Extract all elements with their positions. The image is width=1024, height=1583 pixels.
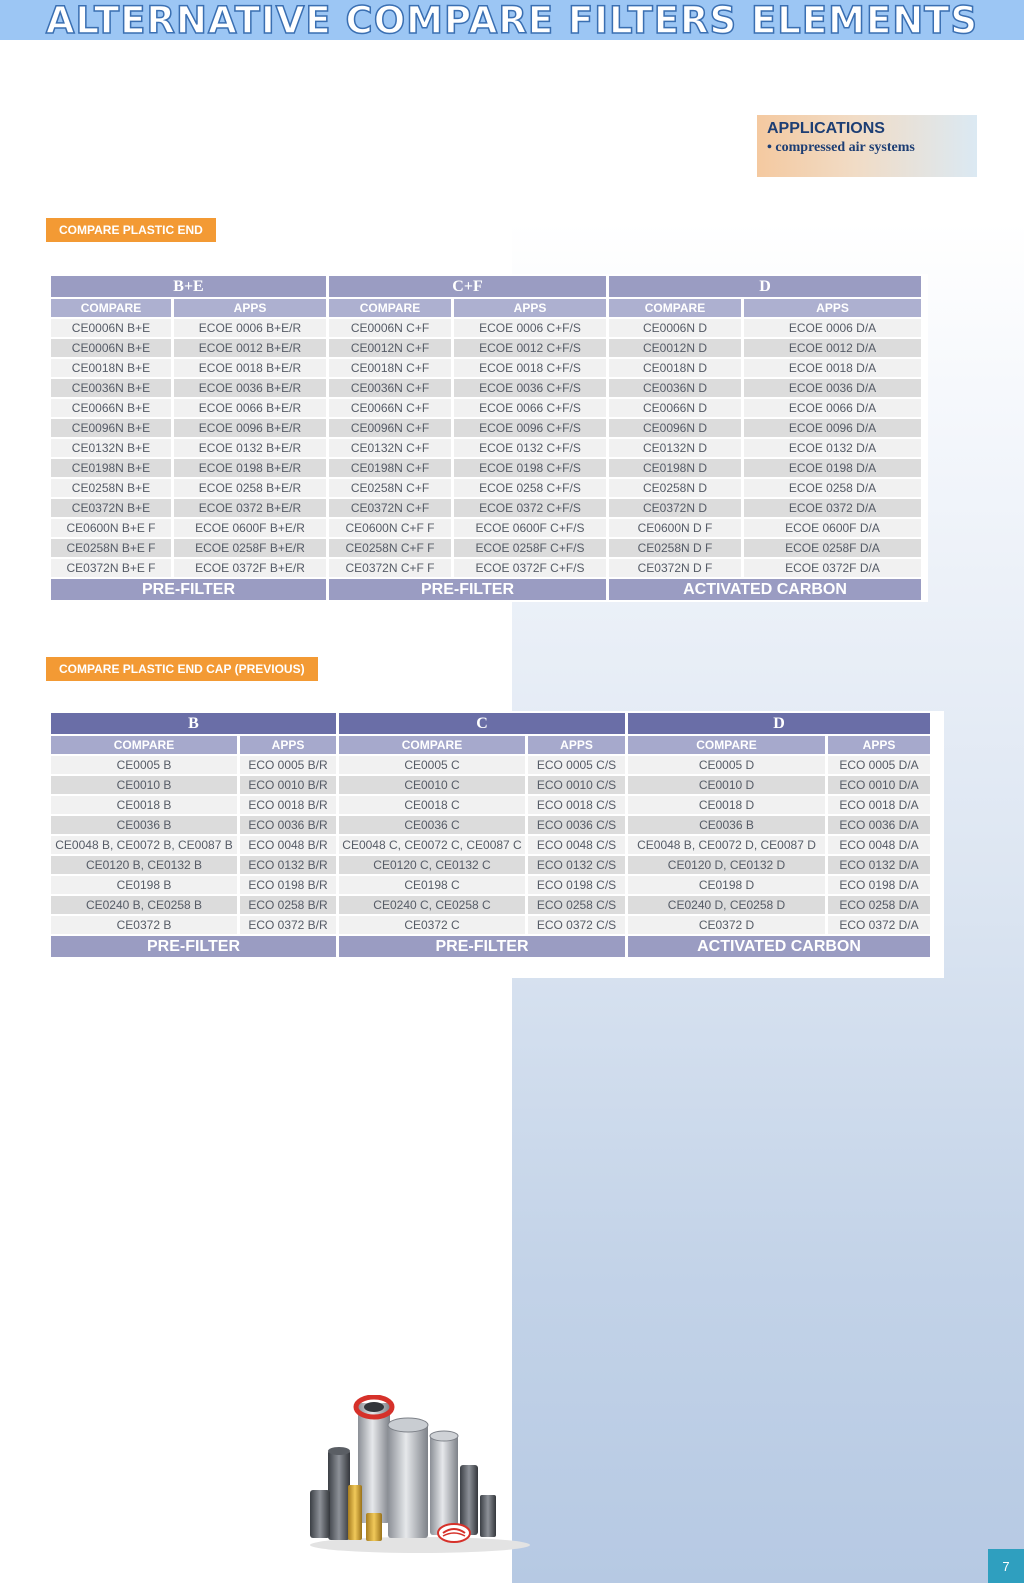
table-cell: ECOE 0258F D/A xyxy=(744,539,921,557)
column-header: APPS xyxy=(528,736,625,754)
table-cell: CE0240 C, CE0258 C xyxy=(339,896,525,914)
table-row xyxy=(51,359,921,377)
table-cell: ECO 0372 B/R xyxy=(240,916,336,934)
table-row xyxy=(51,896,930,914)
table-cell: ECO 0258 B/R xyxy=(240,896,336,914)
column-header: COMPARE xyxy=(329,299,451,317)
table-cell: CE0258N C+F xyxy=(329,479,451,497)
table-cell: CE0120 C, CE0132 C xyxy=(339,856,525,874)
group-header-cell: D xyxy=(628,713,930,734)
table-row xyxy=(51,339,921,357)
table-cell: CE0198 C xyxy=(339,876,525,894)
compare-plastic-end-table xyxy=(48,274,924,602)
table-row xyxy=(51,559,921,577)
group-header-cell: D xyxy=(609,276,921,297)
table-cell: ECOE 0012 C+F/S xyxy=(454,339,606,357)
table-row xyxy=(51,776,930,794)
section1-table-panel xyxy=(48,274,928,602)
table-cell: CE0096N D xyxy=(609,419,741,437)
table-cell: ECO 0010 D/A xyxy=(828,776,930,794)
table-cell: CE0096N C+F xyxy=(329,419,451,437)
table-row xyxy=(51,816,930,834)
footer-cell: ACTIVATED CARBON xyxy=(609,579,921,600)
table-cell: ECOE 0372 B+E/R xyxy=(174,499,326,517)
table-cell: CE0005 B xyxy=(51,756,237,774)
table-cell: CE0010 B xyxy=(51,776,237,794)
table-row xyxy=(51,876,930,894)
table-cell: CE0258N C+F F xyxy=(329,539,451,557)
table-cell: CE0036 C xyxy=(339,816,525,834)
table-cell: ECOE 0198 B+E/R xyxy=(174,459,326,477)
applications-title: APPLICATIONS xyxy=(767,120,885,137)
table-cell: CE0036 B xyxy=(51,816,237,834)
table-cell: CE0258N D xyxy=(609,479,741,497)
column-header: APPS xyxy=(454,299,606,317)
table-cell: CE0600N D F xyxy=(609,519,741,537)
table-cell: ECOE 0096 B+E/R xyxy=(174,419,326,437)
table-cell: ECO 0010 B/R xyxy=(240,776,336,794)
table-cell: CE0012N C+F xyxy=(329,339,451,357)
table-cell: ECOE 0372F D/A xyxy=(744,559,921,577)
table-cell: CE0096N B+E xyxy=(51,419,171,437)
table-cell: ECO 0005 B/R xyxy=(240,756,336,774)
column-header: COMPARE xyxy=(51,736,237,754)
group-header-row xyxy=(51,276,921,297)
table-cell: CE0005 D xyxy=(628,756,825,774)
table-cell: ECO 0048 C/S xyxy=(528,836,625,854)
group-header-cell: C+F xyxy=(329,276,606,297)
table-row xyxy=(51,319,921,337)
table-cell: CE0018 C xyxy=(339,796,525,814)
table-cell: ECOE 0132 C+F/S xyxy=(454,439,606,457)
table-cell: CE0010 D xyxy=(628,776,825,794)
table-cell: ECOE 0006 B+E/R xyxy=(174,319,326,337)
table-cell: CE0036N C+F xyxy=(329,379,451,397)
table-cell: ECO 0036 D/A xyxy=(828,816,930,834)
table-cell: CE0018 D xyxy=(628,796,825,814)
group-header-cell: B xyxy=(51,713,336,734)
table-cell: CE0600N B+E F xyxy=(51,519,171,537)
table-cell: ECOE 0036 D/A xyxy=(744,379,921,397)
table-cell: ECO 0036 C/S xyxy=(528,816,625,834)
table-cell: CE0066N B+E xyxy=(51,399,171,417)
table-cell: ECO 0018 D/A xyxy=(828,796,930,814)
table-cell: CE0372N D F xyxy=(609,559,741,577)
footer-cell: PRE-FILTER xyxy=(339,936,625,957)
table-cell: ECOE 0066 D/A xyxy=(744,399,921,417)
column-header: COMPARE xyxy=(51,299,171,317)
table-cell: CE0372 C xyxy=(339,916,525,934)
table-cell: CE0372N C+F F xyxy=(329,559,451,577)
table-cell: CE0006N D xyxy=(609,319,741,337)
page-number: 7 xyxy=(988,1549,1024,1583)
table-cell: CE0198 D xyxy=(628,876,825,894)
table-row xyxy=(51,916,930,934)
table-cell: ECOE 0012 B+E/R xyxy=(174,339,326,357)
table-cell: CE0120 B, CE0132 B xyxy=(51,856,237,874)
table-cell: ECOE 0132 B+E/R xyxy=(174,439,326,457)
compare-plastic-end-cap-table xyxy=(48,711,933,959)
column-header: APPS xyxy=(744,299,921,317)
table-body xyxy=(51,319,921,577)
table-cell: CE0066N C+F xyxy=(329,399,451,417)
table-cell: CE0048 B, CE0072 D, CE0087 D xyxy=(628,836,825,854)
footer-cell: PRE-FILTER xyxy=(329,579,606,600)
table-body xyxy=(51,756,930,934)
footer-row xyxy=(51,579,921,600)
table-row xyxy=(51,836,930,854)
applications-item: • compressed air systems xyxy=(767,140,915,155)
table-cell: CE0018 B xyxy=(51,796,237,814)
table-cell: CE0012N D xyxy=(609,339,741,357)
table-cell: CE0372 B xyxy=(51,916,237,934)
table-cell: ECO 0048 B/R xyxy=(240,836,336,854)
table-cell: CE0240 B, CE0258 B xyxy=(51,896,237,914)
table-cell: ECO 0010 C/S xyxy=(528,776,625,794)
table-cell: CE0006N B+E xyxy=(51,339,171,357)
table-row xyxy=(51,439,921,457)
column-header: COMPARE xyxy=(609,299,741,317)
table-cell: ECO 0198 D/A xyxy=(828,876,930,894)
footer-cell: PRE-FILTER xyxy=(51,579,326,600)
table-cell: ECOE 0012 D/A xyxy=(744,339,921,357)
table-cell: CE0036N D xyxy=(609,379,741,397)
table-cell: ECO 0132 B/R xyxy=(240,856,336,874)
table-cell: ECOE 0258F B+E/R xyxy=(174,539,326,557)
footer-cell: ACTIVATED CARBON xyxy=(628,936,930,957)
table-cell: CE0048 C, CE0072 C, CE0087 C xyxy=(339,836,525,854)
table-cell: ECOE 0258 D/A xyxy=(744,479,921,497)
group-header-row xyxy=(51,713,930,734)
table-cell: CE0018N D xyxy=(609,359,741,377)
table-cell: ECOE 0018 C+F/S xyxy=(454,359,606,377)
title-banner xyxy=(0,0,1024,40)
table-cell: ECOE 0372F C+F/S xyxy=(454,559,606,577)
table-cell: CE0198 B xyxy=(51,876,237,894)
table-cell: ECO 0018 C/S xyxy=(528,796,625,814)
table-row xyxy=(51,519,921,537)
column-header: APPS xyxy=(174,299,326,317)
table-cell: ECOE 0036 C+F/S xyxy=(454,379,606,397)
column-header: APPS xyxy=(828,736,930,754)
table-cell: CE0372N B+E F xyxy=(51,559,171,577)
table-cell: ECOE 0372 C+F/S xyxy=(454,499,606,517)
table-cell: CE0258N B+E xyxy=(51,479,171,497)
table-cell: ECOE 0096 D/A xyxy=(744,419,921,437)
table-cell: CE0036 B xyxy=(628,816,825,834)
table-cell: CE0258N B+E F xyxy=(51,539,171,557)
table-cell: ECOE 0006 D/A xyxy=(744,319,921,337)
table-cell: ECO 0198 B/R xyxy=(240,876,336,894)
table-cell: ECOE 0132 D/A xyxy=(744,439,921,457)
table-cell: ECOE 0372F B+E/R xyxy=(174,559,326,577)
table-cell: CE0006N B+E xyxy=(51,319,171,337)
column-header: COMPARE xyxy=(339,736,525,754)
table-cell: ECOE 0006 C+F/S xyxy=(454,319,606,337)
table-cell: ECOE 0258 C+F/S xyxy=(454,479,606,497)
table-cell: CE0372N C+F xyxy=(329,499,451,517)
table-cell: CE0018N B+E xyxy=(51,359,171,377)
group-header-cell: C xyxy=(339,713,625,734)
table-row xyxy=(51,399,921,417)
table-cell: CE0240 D, CE0258 D xyxy=(628,896,825,914)
table-cell: ECO 0005 C/S xyxy=(528,756,625,774)
table-cell: CE0006N C+F xyxy=(329,319,451,337)
applications-box xyxy=(757,115,977,177)
table-cell: ECOE 0600F C+F/S xyxy=(454,519,606,537)
table-row xyxy=(51,756,930,774)
table-cell: CE0005 C xyxy=(339,756,525,774)
table-cell: CE0132N C+F xyxy=(329,439,451,457)
table-cell: CE0372N B+E xyxy=(51,499,171,517)
table-cell: ECOE 0372 D/A xyxy=(744,499,921,517)
table-cell: CE0372N D xyxy=(609,499,741,517)
table-cell: CE0372 D xyxy=(628,916,825,934)
table-row xyxy=(51,479,921,497)
table-cell: ECOE 0036 B+E/R xyxy=(174,379,326,397)
table-cell: CE0048 B, CE0072 B, CE0087 B xyxy=(51,836,237,854)
table-cell: CE0036N B+E xyxy=(51,379,171,397)
table-cell: ECO 0005 D/A xyxy=(828,756,930,774)
table-cell: ECO 0018 B/R xyxy=(240,796,336,814)
table-cell: ECOE 0198 D/A xyxy=(744,459,921,477)
table-cell: ECOE 0096 C+F/S xyxy=(454,419,606,437)
table-cell: ECO 0132 D/A xyxy=(828,856,930,874)
table-cell: ECOE 0066 C+F/S xyxy=(454,399,606,417)
table-cell: ECO 0198 C/S xyxy=(528,876,625,894)
footer-cell: PRE-FILTER xyxy=(51,936,336,957)
table-cell: ECOE 0018 D/A xyxy=(744,359,921,377)
column-header: APPS xyxy=(240,736,336,754)
table-row xyxy=(51,379,921,397)
table-cell: ECOE 0258F C+F/S xyxy=(454,539,606,557)
table-row xyxy=(51,499,921,517)
table-cell: ECO 0258 D/A xyxy=(828,896,930,914)
table-cell: CE0066N D xyxy=(609,399,741,417)
table-row xyxy=(51,459,921,477)
table-cell: CE0018N C+F xyxy=(329,359,451,377)
section1-tag: COMPARE PLASTIC END xyxy=(46,218,216,242)
table-cell: ECO 0132 C/S xyxy=(528,856,625,874)
table-cell: CE0120 D, CE0132 D xyxy=(628,856,825,874)
table-cell: CE0258N D F xyxy=(609,539,741,557)
table-row xyxy=(51,856,930,874)
section2-tag: COMPARE PLASTIC END CAP (PREVIOUS) xyxy=(46,657,318,681)
table-cell: ECO 0372 C/S xyxy=(528,916,625,934)
table-row xyxy=(51,419,921,437)
section2-table-panel xyxy=(48,711,944,978)
column-header: COMPARE xyxy=(628,736,825,754)
filter-elements-product-image xyxy=(300,1395,540,1555)
table-cell: ECO 0036 B/R xyxy=(240,816,336,834)
table-cell: ECO 0258 C/S xyxy=(528,896,625,914)
table-cell: ECO 0048 D/A xyxy=(828,836,930,854)
table-cell: ECO 0372 D/A xyxy=(828,916,930,934)
table-cell: CE0198N D xyxy=(609,459,741,477)
column-header-row xyxy=(51,299,921,317)
table-cell: CE0132N B+E xyxy=(51,439,171,457)
table-cell: CE0600N C+F F xyxy=(329,519,451,537)
table-cell: ECOE 0600F B+E/R xyxy=(174,519,326,537)
table-cell: CE0132N D xyxy=(609,439,741,457)
table-cell: CE0198N B+E xyxy=(51,459,171,477)
group-header-cell: B+E xyxy=(51,276,326,297)
table-cell: ECOE 0066 B+E/R xyxy=(174,399,326,417)
footer-row xyxy=(51,936,930,957)
table-row xyxy=(51,539,921,557)
column-header-row xyxy=(51,736,930,754)
table-cell: CE0010 C xyxy=(339,776,525,794)
table-cell: ECOE 0600F D/A xyxy=(744,519,921,537)
table-row xyxy=(51,796,930,814)
table-cell: CE0198N C+F xyxy=(329,459,451,477)
table-cell: ECOE 0258 B+E/R xyxy=(174,479,326,497)
page-title: ALTERNATIVE COMPARE FILTERS ELEMENTS xyxy=(45,0,979,42)
table-cell: ECOE 0018 B+E/R xyxy=(174,359,326,377)
table-cell: ECOE 0198 C+F/S xyxy=(454,459,606,477)
